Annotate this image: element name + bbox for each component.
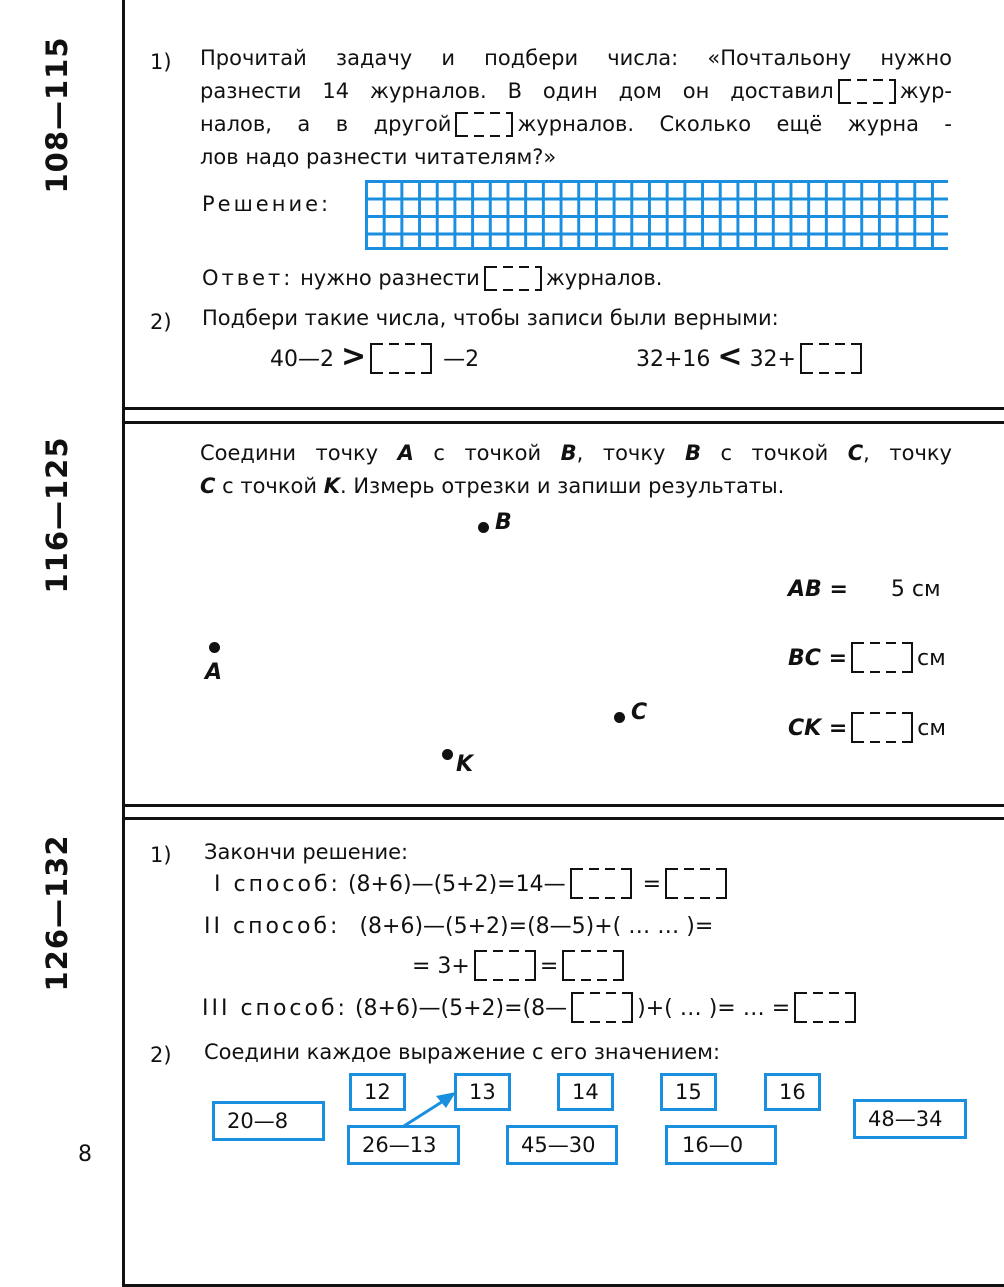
point-a[interactable] — [209, 642, 220, 653]
task-text: Соедини каждое выражение с его значением: — [204, 1040, 721, 1064]
page-number: 8 — [78, 1142, 92, 1167]
blank-box[interactable] — [851, 712, 913, 743]
measure-ck: CK = см — [788, 712, 946, 745]
value-box-12[interactable]: 12 — [349, 1073, 406, 1111]
blank-box[interactable] — [571, 992, 633, 1023]
task-text: Прочитай задачу и подбери числа: «Почтальону нужно разнести 14 журналов. В один дом он доставил жур- налов, а в другой журналов. Сколько ещё журна - лов надо разнести читателям?» — [200, 46, 953, 169]
task-number: 2) — [150, 1043, 172, 1067]
expression-box[interactable]: 45—30 — [506, 1125, 618, 1165]
task-number: 1) — [150, 50, 172, 74]
task-number: 1) — [150, 843, 172, 867]
point-k-label: K — [456, 752, 474, 777]
way-2-line-2: = 3+ = — [412, 950, 628, 983]
value-box-14[interactable]: 14 — [557, 1073, 614, 1111]
blank-box[interactable] — [838, 79, 896, 104]
expression-box[interactable]: 48—34 — [853, 1099, 967, 1139]
blank-box[interactable] — [370, 343, 432, 374]
solution-grid[interactable] — [365, 180, 948, 250]
blank-box[interactable] — [562, 950, 624, 981]
task-text: Подбери такие числа, чтобы записи были верными: — [202, 306, 779, 330]
solution-label: Решение: — [202, 192, 332, 216]
point-k[interactable] — [442, 749, 453, 760]
measure-ab: AB = 5 см — [788, 577, 941, 602]
expression-box[interactable]: 20—8 — [212, 1101, 325, 1141]
blank-box[interactable] — [484, 266, 542, 291]
value-box-16[interactable]: 16 — [764, 1073, 821, 1111]
way-2: II способ: (8+6)—(5+2)=(8—5)+( … … )= — [204, 914, 714, 939]
way-3: III способ: (8+6)—(5+2)=(8— )+( … )= … = — [202, 992, 860, 1025]
blank-box[interactable] — [800, 343, 862, 374]
way-1: I способ: (8+6)—(5+2)=14— = — [214, 868, 731, 901]
blank-box[interactable] — [794, 992, 856, 1023]
blank-box[interactable] — [851, 642, 913, 673]
value-box-13[interactable]: 13 — [454, 1073, 511, 1111]
blank-box[interactable] — [474, 950, 536, 981]
task-title: Закончи решение: — [204, 840, 409, 864]
point-c-label: C — [631, 700, 648, 725]
value-box-15[interactable]: 15 — [660, 1073, 717, 1111]
section-range-3: 126—132 — [40, 834, 74, 992]
task-text: Соедини точку A с точкой B, точку B с точкой C, точку C с точкой K. Измерь отрезки и запиши результаты. — [200, 441, 952, 498]
measure-bc: BC = см — [788, 642, 946, 675]
inequality-1: 40—2 > —2 — [270, 339, 480, 374]
point-a-label: A — [205, 660, 223, 685]
inequality-2: 32+16 < 32+ — [636, 340, 866, 376]
answer-line: Ответ: нужно разнести журналов. — [202, 266, 663, 290]
section-range-1: 108—115 — [40, 36, 74, 194]
expression-box[interactable]: 16—0 — [665, 1125, 777, 1165]
blank-box[interactable] — [665, 868, 727, 899]
blank-box[interactable] — [455, 112, 513, 137]
point-c[interactable] — [614, 712, 625, 723]
task-number: 2) — [150, 310, 172, 334]
section-range-2: 116—125 — [40, 436, 74, 594]
point-b-label: B — [495, 510, 512, 535]
point-b[interactable] — [478, 522, 489, 533]
blank-box[interactable] — [570, 868, 632, 899]
expression-box[interactable]: 26—13 — [347, 1125, 460, 1165]
